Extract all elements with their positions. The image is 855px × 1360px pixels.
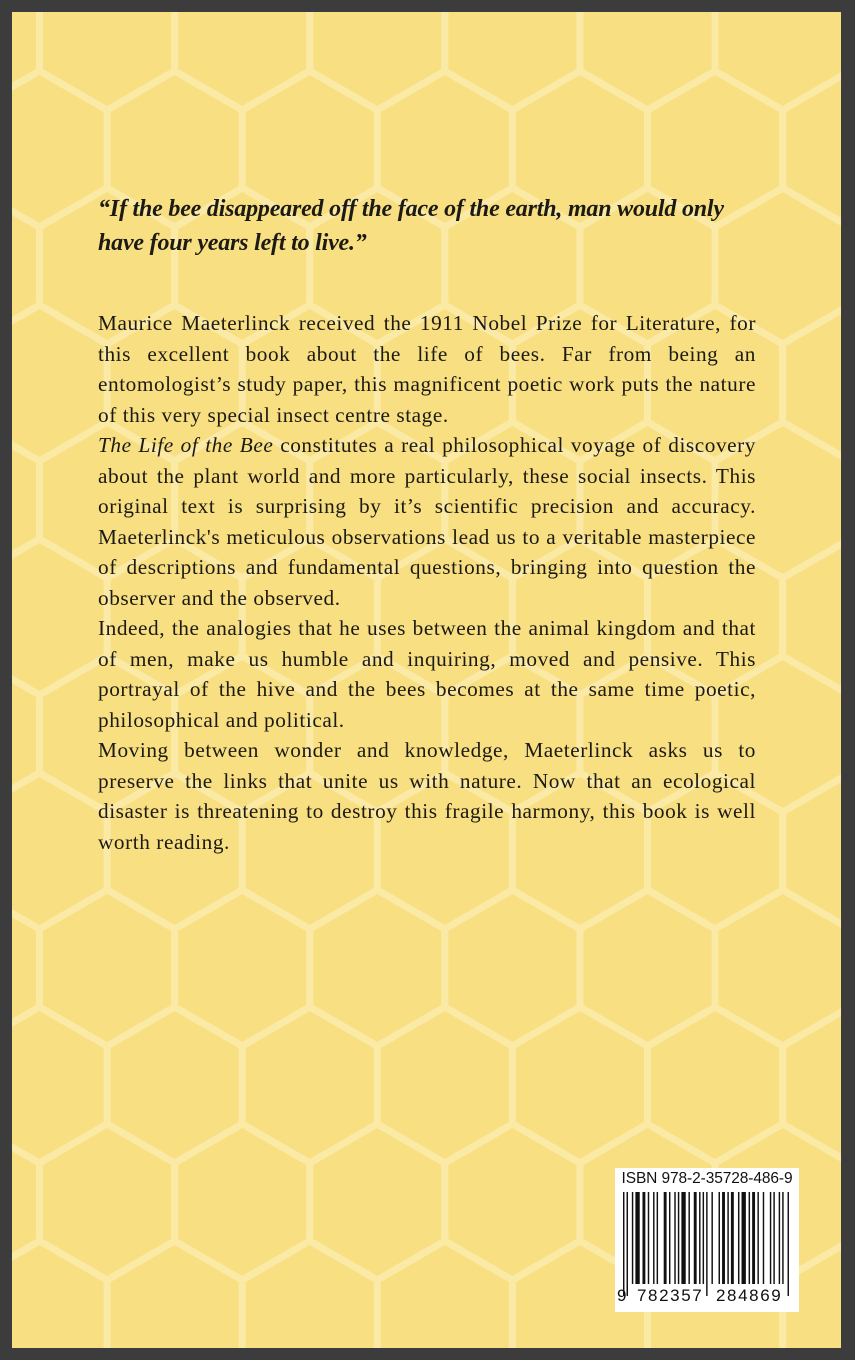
barcode-bar [788,1192,789,1296]
barcode-bar [731,1192,734,1284]
barcode-bar [678,1192,679,1284]
barcode-bar [669,1192,670,1284]
barcode-bar [770,1192,771,1284]
honeycomb-cell [12,12,40,110]
barcode-bars [623,1192,793,1296]
barcode-bar [632,1192,633,1284]
honeycomb-cell [107,1241,242,1348]
honeycomb-cell [12,773,107,929]
honeycomb-cell [12,1007,107,1163]
barcode-bar [706,1192,707,1296]
honeycomb-cell [310,12,445,110]
barcode-bar [749,1192,750,1284]
barcode-bar [711,1192,712,1284]
book-back-cover [12,12,841,1348]
barcode-bar [694,1192,697,1284]
honeycomb-cell [12,1241,107,1348]
honeycomb-cell [12,71,107,227]
description [98,308,756,857]
barcode-bar [722,1192,725,1284]
barcode-bar [763,1192,764,1284]
barcode-bar [773,1192,774,1284]
paragraph-1: Maurice Maeterlinck received the 1911 Nobel Prize for Literature, for this excellent book about the life of bees. Far from being an entomologist’s study paper, this magnificent poetic work puts the nature of this very special insect centre stage. [98,311,756,427]
honeycomb-cell [40,12,175,110]
barcode-bar [657,1192,658,1284]
honeycomb-cell [580,12,715,110]
blurb [98,192,756,857]
barcode-bar [752,1192,755,1284]
epigraph-quote: “If the bee disappeared off the face of the earth, man would only have four years left to live.” [98,196,724,256]
barcode-right-digits: 284869 [716,1286,783,1305]
barcode-bar [703,1192,704,1284]
barcode-bar [742,1192,746,1284]
barcode-bar [623,1192,624,1296]
barcode-bar [719,1192,720,1284]
paragraph-3: Indeed, the analogies that he uses between the animal kingdom and that of men, make us humble and inquiring, moved and pensive. This portrayal of the hive and the bees becomes at the same time poetic, philosophical and political. [98,616,756,732]
barcode-bar [642,1192,645,1284]
barcode-bar [738,1192,739,1284]
paragraph-4: Moving between wonder and knowledge, Maeterlinck asks us to preserve the links that unite us with nature. Now that an ecological disaster is threatening to destroy this fragile harmony, this book is well worth reading. [98,738,756,854]
book-title-italic: The Life of the Bee [98,433,274,457]
isbn-label: ISBN 978-2-35728-486-9 [621,1170,793,1187]
barcode-bar [688,1192,689,1284]
isbn-barcode [615,1168,799,1312]
honeycomb-cell [715,12,841,110]
paragraph-2: The Life of the Bee constitutes a real philosophical voyage of discovery about the plant world and more particularly, these social insects. This original text is surprising by it’s scientific precision and accuracy. Maeterlinck's meticulous observations lead us to a veritable masterpiece of descriptions and fundamental questions, bringing into question the observer and the observed. [98,433,756,610]
barcode-left-digits: 782357 [637,1286,704,1305]
barcode-bar [782,1192,783,1284]
barcode-bar [635,1192,639,1284]
barcode-bar [648,1192,649,1284]
honeycomb-cell [242,1241,377,1348]
barcode-bar [757,1192,758,1284]
barcode-bar [664,1192,667,1284]
barcode-bar [779,1192,780,1284]
honeycomb-cell [445,12,580,110]
honeycomb-cell [377,1241,512,1348]
barcode-bar [627,1192,628,1296]
barcode-bar [653,1192,654,1284]
barcode-bar [674,1192,675,1284]
honeycomb-cell [12,539,107,695]
honeycomb-cell [175,12,310,110]
barcode-bar [681,1192,685,1284]
honeycomb-cell [12,305,107,461]
barcode-bar [727,1192,728,1284]
barcode-bar [699,1192,700,1284]
barcode-first-digit: 9 [617,1286,629,1305]
